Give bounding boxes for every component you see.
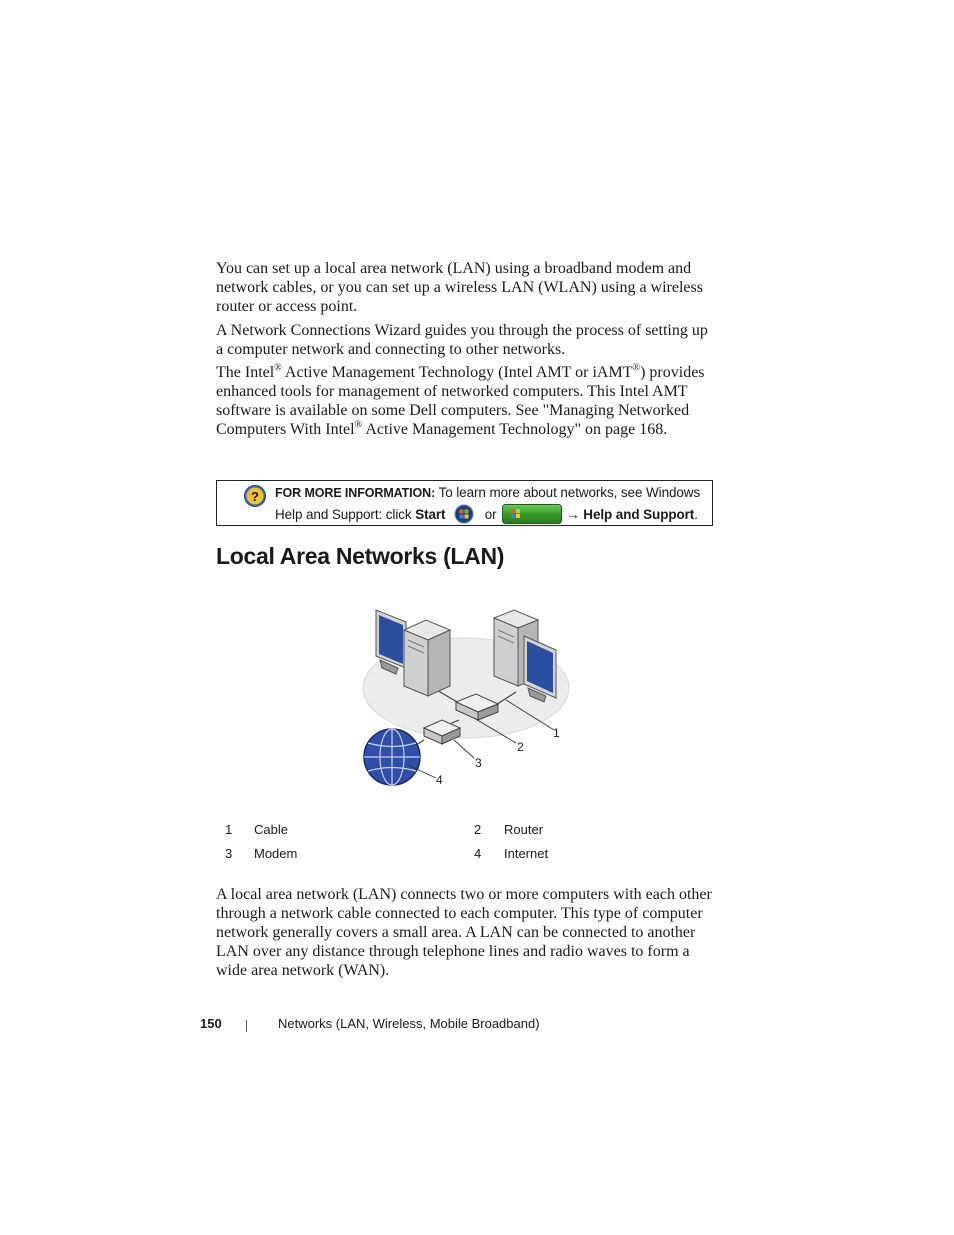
footer-separator — [246, 1020, 247, 1032]
callout-3: 3 — [475, 756, 482, 770]
note-heading: FOR MORE INFORMATION: — [275, 486, 436, 500]
note-body: To learn more about networks, see Windows Help and Support: click — [275, 485, 701, 522]
internet-globe-icon — [364, 729, 420, 785]
callout-2: 2 — [517, 740, 524, 754]
callout-4: 4 — [436, 773, 443, 787]
wizard-paragraph: A Network Connections Wizard guides you through the process of setting up a computer network and connecting to other networks. — [216, 322, 708, 358]
p3-text-a: The Intel — [216, 364, 275, 381]
windows-start-button-icon — [502, 504, 562, 524]
registered-mark: ® — [354, 419, 363, 431]
arrow-glyph: → — [566, 507, 580, 522]
start-label: Start — [415, 507, 446, 522]
legend-label: Cable — [254, 822, 288, 837]
info-note-text — [275, 482, 711, 526]
legend-num: 4 — [474, 846, 482, 861]
registered-mark: ® — [274, 362, 282, 374]
callout-1: 1 — [553, 726, 560, 740]
help-question-icon — [243, 484, 267, 508]
legend-num: 1 — [225, 822, 233, 837]
or-label: or — [484, 507, 497, 522]
section-heading: Local Area Networks (LAN) — [216, 543, 505, 569]
windows-start-orb-icon — [453, 504, 475, 524]
page-number: 150 — [200, 1016, 222, 1031]
legend-label: Router — [504, 822, 544, 837]
p3-text-c: ) provides enhanced tools for management of networked computers. This Intel AMT software is available on some Dell computers. See "Managing Networked Computers With Intel — [216, 364, 705, 438]
left-tower-icon — [404, 620, 450, 696]
lan-network-diagram — [356, 600, 576, 795]
registered-mark: ® — [632, 362, 641, 374]
intro-paragraph: You can set up a local area network (LAN) using a broadband modem and network cables, or you can set up a wireless LAN (WLAN) using a wireless router or access point. — [216, 260, 703, 315]
lan-definition-paragraph: A local area network (LAN) connects two or more computers with each other through a network cable connected to each computer. This type of computer network generally covers a small area. A LAN can be connected to another LAN over any distance through telephone lines and radio waves to form a wide area network (WAN). — [216, 886, 712, 979]
legend-num: 2 — [474, 822, 482, 837]
intel-amt-paragraph — [216, 363, 716, 439]
p3-text-d: Active Management Technology" on page 168. — [362, 421, 668, 438]
p3-text-b: Active Management Technology (Intel AMT or iAMT — [281, 364, 633, 381]
info-note-box — [216, 480, 713, 526]
legend-label: Internet — [504, 846, 549, 861]
help-support-label: Help and Support — [583, 507, 695, 522]
legend-label: Modem — [254, 846, 298, 861]
legend-num: 3 — [225, 846, 233, 861]
period: . — [694, 507, 698, 522]
chapter-title: Networks (LAN, Wireless, Mobile Broadband) — [278, 1016, 540, 1031]
svg-text:?: ? — [251, 489, 259, 504]
